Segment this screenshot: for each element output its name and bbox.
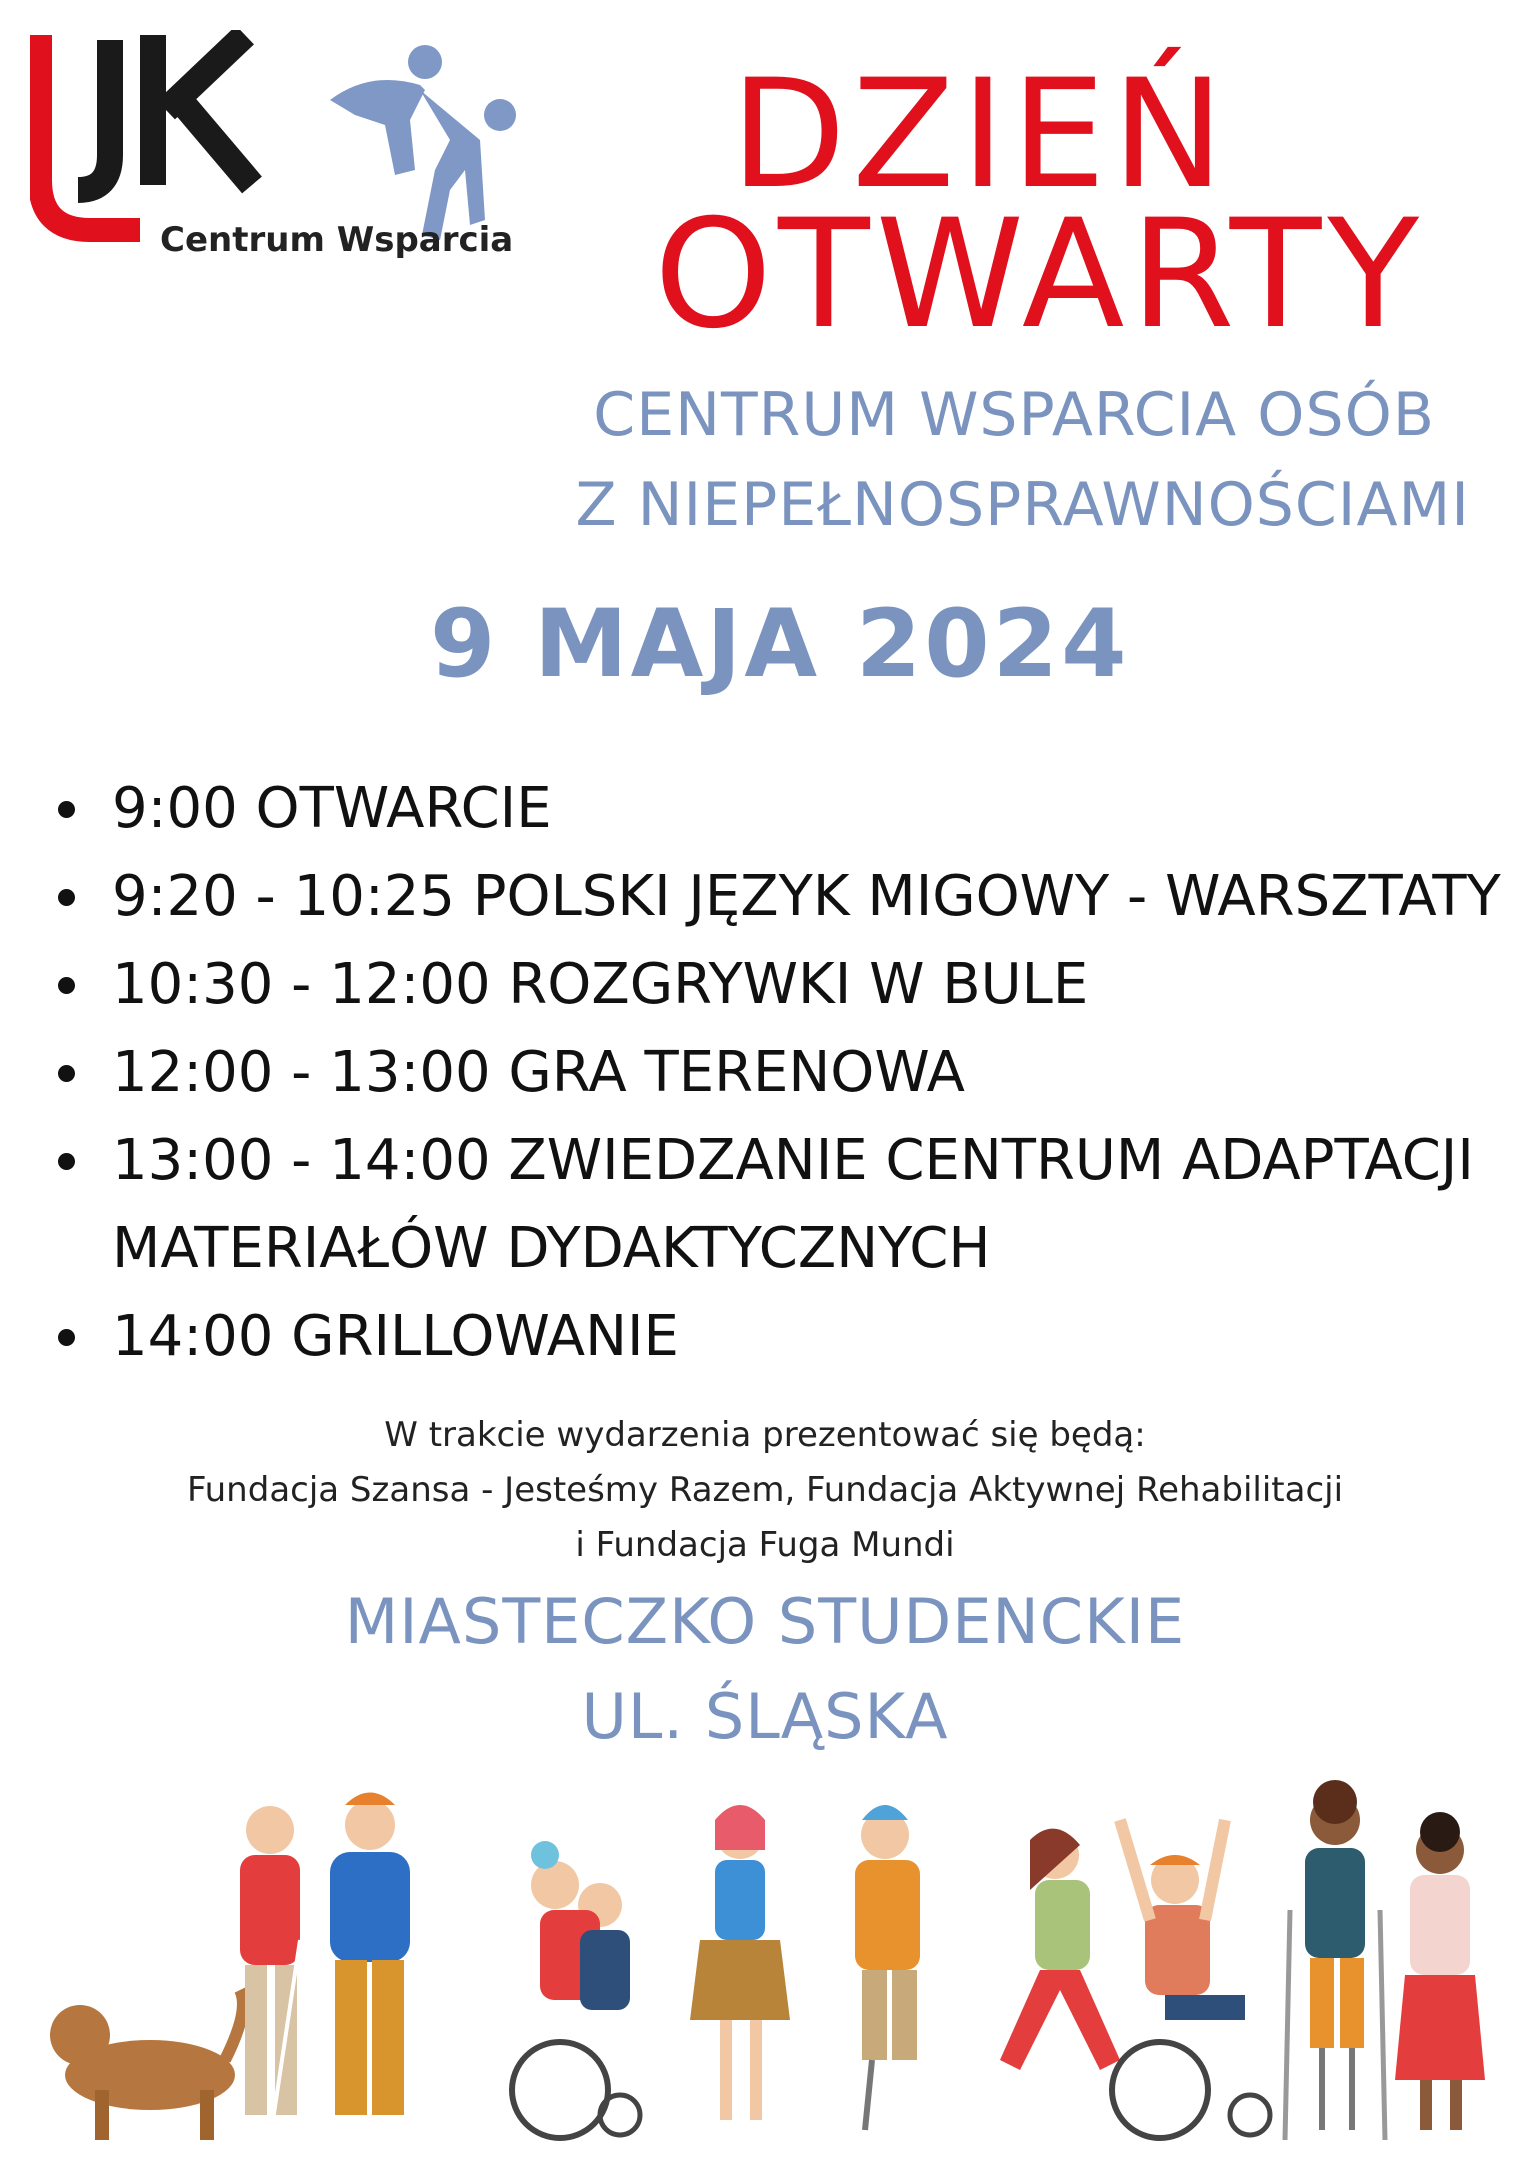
guide-dog-icon bbox=[50, 1990, 243, 2140]
presenters-list-cont: i Fundacja Fuga Mundi bbox=[575, 1525, 955, 1565]
venue-line-2: UL. ŚLĄSKA bbox=[581, 1680, 949, 1753]
schedule-item: 9:20 - 10:25 POLSKI JĘZYK MIGOWY - WARSZTATY bbox=[50, 853, 1520, 941]
venue-line-1: MIASTECZKO STUDENCKIE bbox=[344, 1585, 1186, 1658]
schedule-item: 10:30 - 12:00 ROZGRYWKI W BULE bbox=[50, 941, 1520, 1029]
schedule-item: 14:00 GRILLOWANIE bbox=[50, 1293, 1520, 1381]
event-date: 9 MAJA 2024 bbox=[430, 590, 1130, 699]
schedule-item: 13:00 - 14:00 ZWIEDZANIE CENTRUM ADAPTACJI MATERIAŁÓW DYDAKTYCZNYCH bbox=[50, 1117, 1520, 1293]
helping-hands-icon bbox=[330, 45, 516, 240]
subtitle-line-1: CENTRUM WSPARCIA OSÓB bbox=[593, 380, 1435, 450]
people-illustration bbox=[0, 1760, 1530, 2160]
people-illustration-icon bbox=[0, 1760, 1530, 2160]
schedule-item-continuation: MATERIAŁÓW DYDAKTYCZNYCH bbox=[112, 1216, 991, 1281]
schedule-item: 9:00 OTWARCIE bbox=[50, 765, 1520, 853]
presenters-intro: W trakcie wydarzenia prezentować się będą: bbox=[384, 1415, 1146, 1455]
logo-caption: Centrum Wsparcia bbox=[160, 220, 514, 260]
schedule-item: 12:00 - 13:00 GRA TERENOWA bbox=[50, 1029, 1520, 1117]
title-line-2: OTWARTY bbox=[654, 188, 1425, 362]
subtitle-line-2: Z NIEPEŁNOSPRAWNOŚCIAMI bbox=[575, 470, 1470, 540]
schedule-list bbox=[50, 765, 1520, 1381]
presenters-list: Fundacja Szansa - Jesteśmy Razem, Fundacja Aktywnej Rehabilitacji bbox=[186, 1470, 1344, 1510]
ujk-logo bbox=[30, 30, 550, 270]
title-line-1: DZIEŃ bbox=[730, 48, 1230, 222]
